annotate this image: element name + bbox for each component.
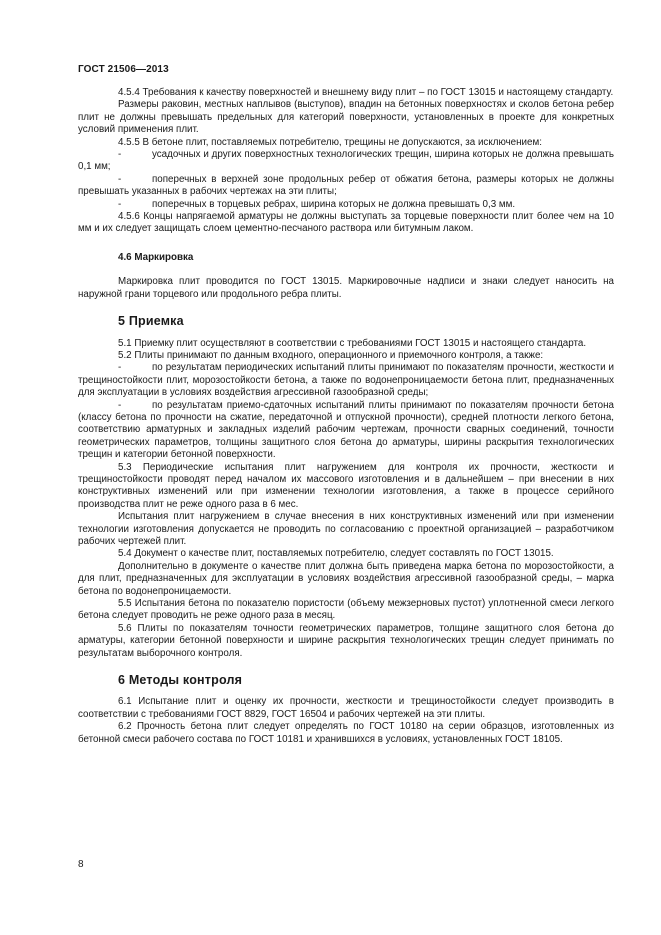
paragraph: Размеры раковин, местных наплывов (выступов), впадин на бетонных поверхностях и сколов бетона ребер плит не должны превышать предельных для категорий поверхности, установленных в проекте для конкретных условий применения плит.	[78, 99, 614, 136]
paragraph: 5.4 Документ о качестве плит, поставляемых потребителю, следует составлять по ГОСТ 13015.	[118, 548, 554, 560]
list-item	[78, 400, 614, 462]
paragraph: 5.1 Приемку плит осуществляют в соответствии с требованиями ГОСТ 13015 и настоящего стандарта.	[118, 337, 587, 349]
dash-marker: -	[118, 399, 122, 411]
paragraph: Дополнительно в документе о качестве плит должна быть приведена марка бетона по морозостойкости, а для плит, предназначенных для эксплуатации в условиях воздействия агрессивной газообразной среды, – марка бетона по водонепроницаемости.	[78, 560, 614, 597]
list-item	[78, 149, 614, 174]
paragraph: 5.5 Испытания бетона по показателю пористости (объему межзерновых пустот) уплотненной смеси легкого бетона следует проводить не реже одного раза в месяц.	[78, 598, 614, 622]
list-item-text: поперечных в торцевых ребрах, ширина которых не должна превышать 0,3 мм.	[152, 198, 516, 210]
paragraph: Маркировка плит проводится по ГОСТ 13015. Маркировочные надписи и знаки следует наносить на наружной грани торцевого или продольного ребра плиты.	[78, 276, 614, 300]
dash-marker: -	[118, 149, 122, 161]
paragraph: 5.6 Плиты по показателям точности геометрических параметров, толщине защитного слоя бетона до арматуры, категории бетонной поверхности и ширине раскрытия технологических трещин следует принимать по результатам выборочного контроля.	[78, 622, 614, 659]
paragraph: Испытания плит нагружением в случае внесения в них конструктивных изменений или при изменении технологии изготовления допускается не проводить по согласованию с проектной организацией – разработчиком рабочих чертежей плит.	[78, 511, 614, 547]
paragraph: 4.5.5 В бетоне плит, поставляемых потребителю, трещины не допускаются, за исключением:	[118, 136, 542, 148]
dash-marker: -	[118, 362, 122, 374]
list-item	[78, 362, 614, 399]
list-item-text: усадочных и других поверхностных технологических трещин, ширина которых не должна превышать 0,1 мм;	[78, 149, 614, 173]
list-item	[78, 199, 614, 211]
list-item-text: по результатам периодических испытаний плиты принимают по показателям прочности, жесткости и трещиностойкости плит, морозостойкости бетона, а также по водонепроницаемости бетона плит, предназначенных для эксплуатации в условиях воздействия агрессивной газообразной среды;	[78, 362, 614, 399]
dash-marker: -	[118, 173, 122, 185]
document-header: ГОСТ 21506—2013	[78, 64, 169, 75]
subsection-heading: 4.6 Маркировка	[118, 251, 194, 263]
paragraph: 5.2 Плиты принимают по данным входного, операционного и приемочного контроля, а также:	[118, 349, 544, 361]
paragraph: 5.3 Периодические испытания плит нагружением для контроля их прочности, жесткости и трещиностойкости проводят перед началом их массового изготовления и в дальнейшем – при внесении в них конструктивных изменений или при изменении технологии изготовления, а также в процессе серийного производства плит не реже одного раза в 6 мес.	[78, 461, 614, 510]
list-item-text: поперечных в верхней зоне продольных ребер от обжатия бетона, размеры которых не должны превышать указанных в рабочих чертежах на эти плиты;	[78, 173, 614, 198]
paragraph: 4.5.6 Концы напрягаемой арматуры не должны выступать за торцевые поверхности плит более чем на 10 мм и их следует защищать слоем цементно-песчаного раствора или битумным лаком.	[78, 211, 614, 235]
paragraph: 6.2 Прочность бетона плит следует определять по ГОСТ 10180 на серии образцов, изготовленных из бетонной смеси рабочего состава по ГОСТ 10181 и хранившихся в условиях, установленных ГОСТ 18105.	[78, 721, 614, 745]
section-heading: 6 Методы контроля	[118, 673, 243, 688]
paragraph: 4.5.4 Требования к качеству поверхностей и внешнему виду плит – по ГОСТ 13015 и настоящему стандарту.	[118, 87, 614, 98]
list-item-text: по результатам приемо-сдаточных испытаний плиты принимают по показателям прочности бетона (классу бетона по прочности на сжатие, передаточной и отпускной прочности), средней плотности легкого бетона, соответствию арматурных и закладных изделий рабочим чертежам, прочности сварных соединений, точности геометрических параметров, толщины защитного слоя бетона до арматуры, ширины раскрытия технологических трещин и категории бетонной поверхности.	[78, 399, 614, 461]
page-number: 8	[78, 859, 84, 870]
section-heading: 5 Приемка	[118, 314, 184, 329]
paragraph: 6.1 Испытание плит и оценку их прочности, жесткости и трещиностойкости следует производить в соответствии с требованиями ГОСТ 8829, ГОСТ 16504 и рабочих чертежей на эти плиты.	[78, 696, 614, 720]
dash-marker: -	[118, 198, 122, 210]
document-body	[78, 87, 614, 746]
list-item	[78, 174, 614, 199]
